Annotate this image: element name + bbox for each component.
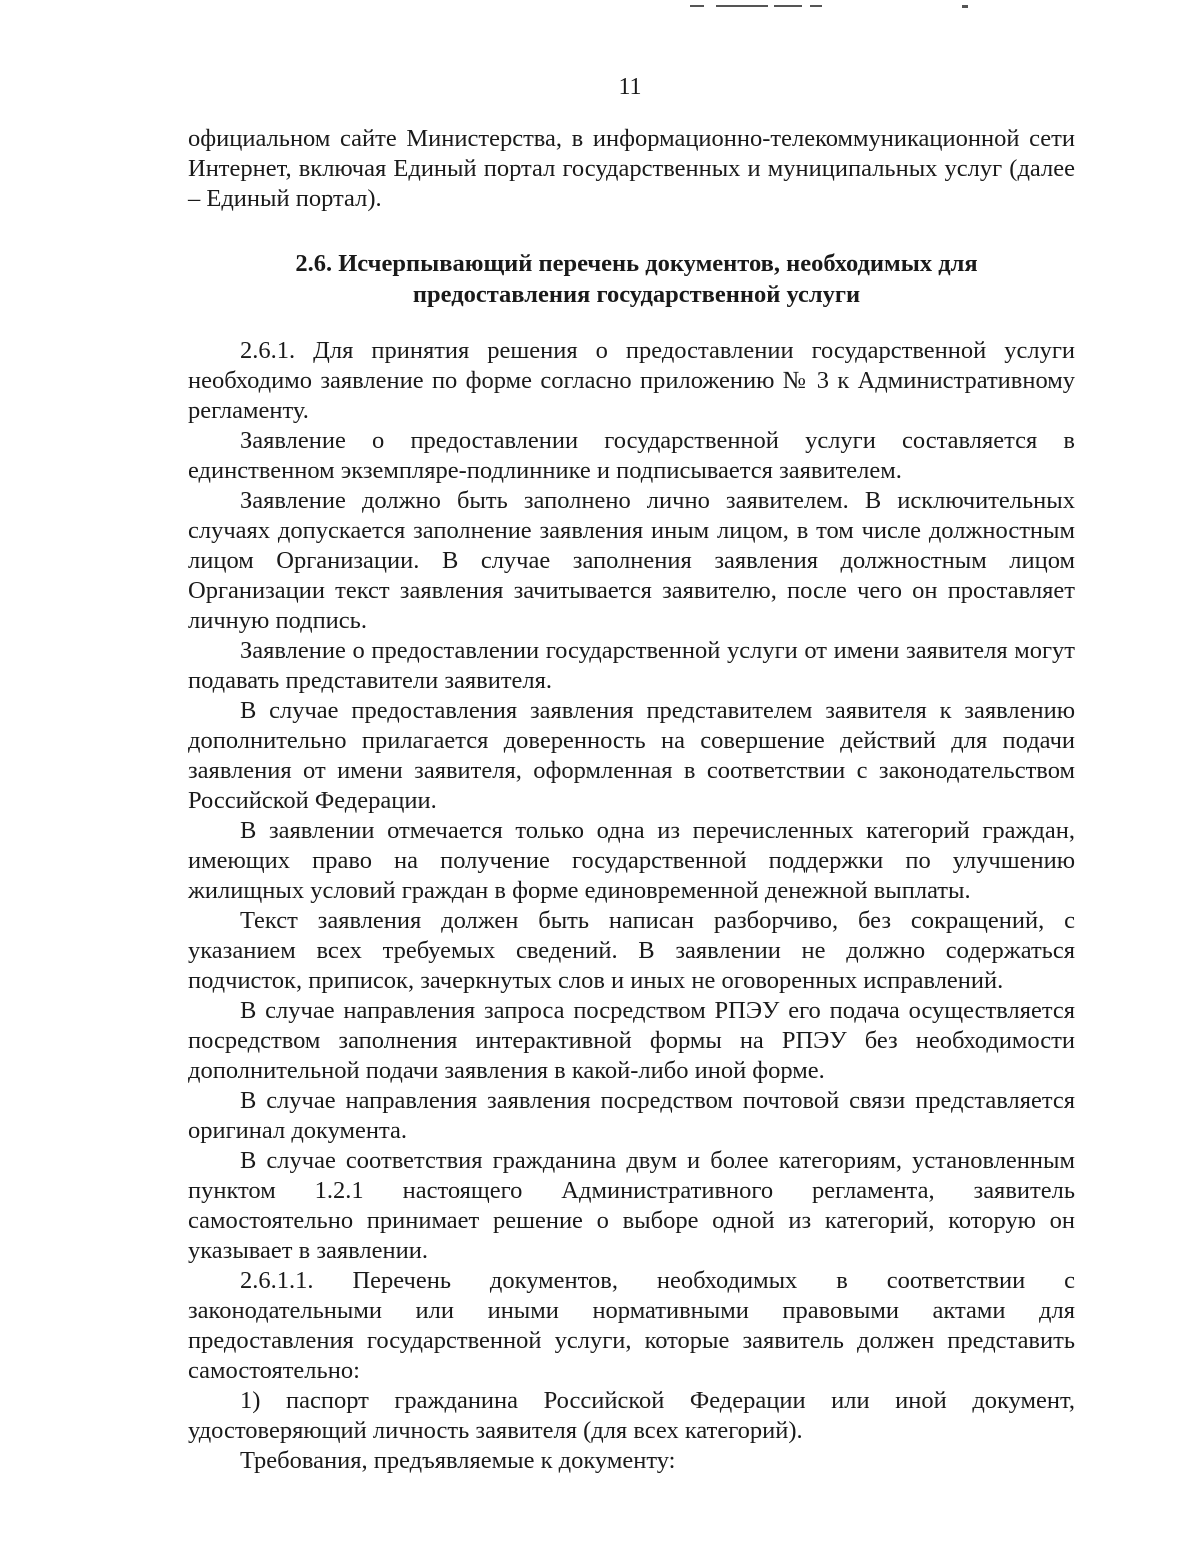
paragraph: Требования, предъявляемые к документу: [240,1447,676,1474]
section-heading-line: предоставления государственной услуги [412,281,861,308]
paragraph: В заявлении отмечается только одна из перечисленных категорий граждан, имеющих право на получение государственной поддержки по улучшению жилищных условий граждан в форме единовременной денежной выплаты. [188,817,1075,904]
document-body [188,124,1075,1476]
paragraph: Текст заявления должен быть написан разборчиво, без сокращений, с указанием всех требуемых сведений. В заявлении не должно содержаться подчисток, приписок, зачеркнутых слов и иных не оговоренных исправлений. [188,907,1075,994]
paragraph: 1) паспорт гражданина Российской Федерации или иной документ, удостоверяющий личность заявителя (для всех категорий). [188,1387,1075,1444]
paragraph: В случае направления заявления посредством почтовой связи представляется оригинал документа. [188,1087,1075,1144]
paragraph: Заявление должно быть заполнено лично заявителем. В исключительных случаях допускается заполнение заявления иным лицом, в том числе должностным лицом Организации. В случае заполнения заявления должностным лицом Организации текст заявления зачитывается заявителю, после чего он проставляет личную подпись. [188,487,1075,634]
scan-artifacts [0,0,1200,14]
paragraph: 2.6.1. Для принятия решения о предоставлении государственной услуги необходимо заявление по форме согласно приложению № 3 к Административному регламенту. [188,337,1075,424]
page-number: 11 [618,74,642,100]
paragraph: 2.6.1.1. Перечень документов, необходимых в соответствии с законодательными или иными нормативными правовыми актами для предоставления государственной услуги, которые заявитель должен представить самостоятельно: [188,1267,1075,1384]
paragraph: Заявление о предоставлении государственной услуги составляется в единственном экземпляре-подлиннике и подписывается заявителем. [188,427,1075,484]
scan-mark [810,5,822,7]
section-heading [188,248,1075,310]
paragraph: В случае предоставления заявления представителем заявителя к заявлению дополнительно прилагается доверенность на совершение действий для подачи заявления от имени заявителя, оформленная в соответствии с законодательством Российской Федерации. [188,697,1075,814]
scan-mark [690,5,704,7]
scan-mark [774,5,802,7]
paragraph: В случае соответствия гражданина двум и более категориям, установленным пунктом 1.2.1 настоящего Административного регламента, заявитель самостоятельно принимает решение о выборе одной из категорий, которую он указывает в заявлении. [188,1147,1075,1264]
paragraph: Заявление о предоставлении государственной услуги от имени заявителя могут подавать представители заявителя. [188,637,1075,694]
paragraph: В случае направления запроса посредством РПЭУ его подача осуществляется посредством заполнения интерактивной формы на РПЭУ без необходимости дополнительной подачи заявления в какой-либо иной форме. [188,997,1075,1084]
section-heading-line: 2.6. Исчерпывающий перечень документов, необходимых для [295,250,978,277]
scan-mark [716,5,768,7]
scan-mark [962,5,968,8]
intro-paragraph: официальном сайте Министерства, в информационно-телекоммуникационной сети Интернет, включая Единый портал государственных и муниципальных услуг (далее – Единый портал). [188,125,1075,212]
